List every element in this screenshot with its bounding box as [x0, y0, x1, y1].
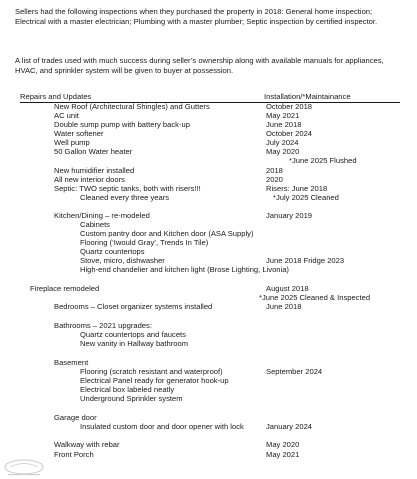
row-label: Insulated custom door and door opener with lock — [80, 422, 244, 431]
row-label: Custom pantry door and Kitchen door (ASA Supply) — [80, 229, 254, 238]
row-label: Septic: TWO septic tanks, both with risers!!! — [54, 184, 201, 193]
row-label: Cleaned every three years — [80, 193, 170, 202]
row-label: Garage door — [54, 413, 97, 422]
row-label: Underground Sprinkler system — [80, 394, 183, 403]
row-value: 2018 — [266, 166, 283, 175]
header-repairs-updates: Repairs and Updates — [20, 92, 92, 101]
row-label: Cabinets — [80, 220, 110, 229]
row-label: Electrical Panel ready for generator hook-up — [80, 376, 229, 385]
row-value: October 2018 — [266, 102, 313, 111]
row-label: AC unit — [54, 111, 79, 120]
row-label: Flooring (scratch resistant and waterproof) — [80, 367, 223, 376]
row-label: Electrical box labeled neatly — [80, 385, 175, 394]
row-label: Front Porch — [54, 450, 94, 459]
row-value: May 2020 — [266, 147, 300, 156]
row-label: All new interior doors — [54, 175, 125, 184]
row-value: *June 2025 Flushed — [289, 156, 357, 165]
row-label: Bathrooms – 2021 upgrades: — [54, 321, 152, 330]
row-value: *June 2025 Cleaned & Inspected — [259, 293, 371, 302]
row-label: High-end chandelier and kitchen light (Brose Lighting, Livonia) — [80, 265, 289, 274]
row-value: June 2018 Fridge 2023 — [266, 256, 345, 265]
row-value: Risers: June 2018 — [266, 184, 328, 193]
row-label: Walkway with rebar — [54, 440, 120, 449]
row-label: Basement — [54, 358, 89, 367]
row-value: January 2019 — [266, 211, 313, 220]
row-label: Fireplace remodeled — [30, 284, 100, 293]
row-value: May 2020 — [266, 440, 300, 449]
row-value: June 2018 — [266, 302, 302, 311]
row-value: July 2024 — [266, 138, 299, 147]
row-label: New humidifier installed — [54, 166, 135, 175]
row-label: Flooring (‘Iwould Gray’, Trends In Tile) — [80, 238, 209, 247]
header-installation: Installation/*Maintainance — [264, 92, 351, 101]
row-label: Water softener — [54, 129, 104, 138]
row-value: October 2024 — [266, 129, 313, 138]
row-label: Well pump — [54, 138, 90, 147]
row-label: Quartz countertops — [80, 247, 145, 256]
row-value: June 2018 — [266, 120, 302, 129]
row-label: 50 Gallon Water heater — [54, 147, 133, 156]
row-label: Kitchen/Dining – re-modeled — [54, 211, 150, 220]
intro-paragraph-trades: A list of trades used with much success during seller’s ownership along with available manuals for appliances, HVAC, and sprinkler system will be given to buyer at possession. — [15, 56, 384, 75]
row-label: Double sump pump with battery back-up — [54, 120, 190, 129]
row-value: *July 2025 Cleaned — [273, 193, 339, 202]
row-label: New Roof (Architectural Shingles) and Gutters — [54, 102, 210, 111]
row-value: September 2024 — [266, 367, 323, 376]
row-value: August 2018 — [266, 284, 309, 293]
row-value: 2020 — [266, 175, 283, 184]
watermark-logo — [2, 458, 46, 478]
intro-paragraph-inspections: Sellers had the following inspections when they purchased the property in 2018: General home inspection; Electrical with a master electrician; Plumbing with a master plumber; Septic inspection by certified inspector. — [15, 7, 378, 26]
row-value: May 2021 — [266, 450, 300, 459]
row-value: January 2024 — [266, 422, 313, 431]
row-label: Quartz countertops and faucets — [80, 330, 186, 339]
row-label: Bedrooms – Closet organizer systems installed — [54, 302, 213, 311]
row-label: New vanity in Hallway bathroom — [80, 339, 189, 348]
row-label: Stove, micro, dishwasher — [80, 256, 165, 265]
row-value: May 2021 — [266, 111, 300, 120]
